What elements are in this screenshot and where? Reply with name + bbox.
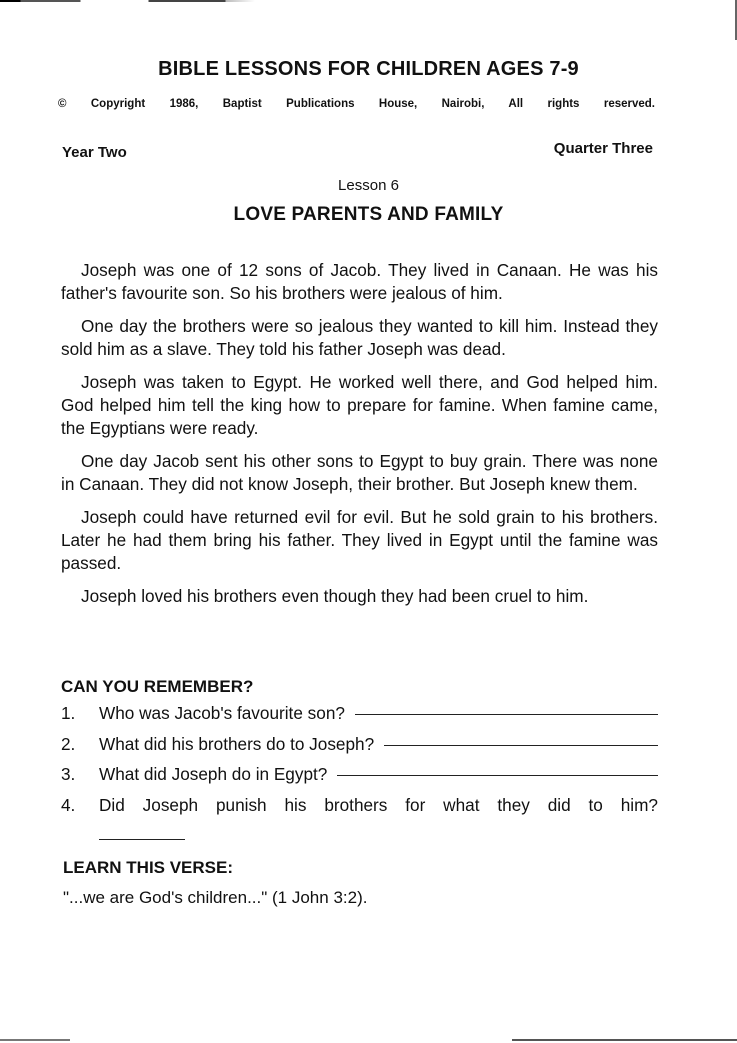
- question-item: [61, 795, 658, 826]
- paragraph: Joseph could have returned evil for evil. But he sold grain to his brothers. Later he had them bring his father. They lived in Egypt until the famine was passed.: [61, 507, 658, 573]
- questions-section: [61, 677, 658, 840]
- answer-line[interactable]: [99, 825, 185, 840]
- questions-heading: CAN YOU REMEMBER?: [61, 677, 254, 696]
- year-label: Year Two: [62, 144, 127, 161]
- paragraph: Joseph loved his brothers even though they had been cruel to him.: [81, 586, 589, 606]
- question-number: 2.: [61, 733, 76, 754]
- quarter-label: Quarter Three: [553, 140, 653, 157]
- verse-heading: LEARN THIS VERSE:: [63, 858, 234, 877]
- question-item: [61, 764, 658, 795]
- document-title: BIBLE LESSONS FOR CHILDREN AGES 7-9: [158, 58, 579, 80]
- copyright-notice: © Copyright 1986, Baptist Publications House, Nairobi, All rights reserved.: [58, 98, 655, 110]
- question-text: What did Joseph do in Egypt?: [99, 764, 328, 784]
- question-number: 3.: [61, 764, 76, 784]
- question-text: What did his brothers do to Joseph?: [99, 733, 375, 754]
- scan-edge-bottom-left: [0, 1039, 70, 1041]
- lesson-title: LOVE PARENTS AND FAMILY: [233, 204, 504, 225]
- paragraph: Joseph was taken to Egypt. He worked well there, and God helped him. God helped him tell the king how to prepare for famine. When famine came, the Egyptians were ready.: [61, 372, 658, 438]
- question-number: 4.: [61, 794, 76, 815]
- paragraph: One day Jacob sent his other sons to Egypt to buy grain. There was none in Canaan. They did not know Joseph, their brother. But Joseph knew them.: [61, 451, 658, 494]
- question-item: [61, 703, 658, 734]
- verse-section: [63, 858, 660, 908]
- question-number: 1.: [61, 703, 76, 723]
- question-item: [61, 734, 658, 765]
- lesson-body: [61, 259, 658, 618]
- paragraph: Joseph was one of 12 sons of Jacob. They lived in Canaan. He was his father's favourite son. So his brothers were jealous of him.: [61, 260, 658, 303]
- lesson-number: Lesson 6: [338, 177, 399, 194]
- question-text: Did Joseph punish his brothers for what they did to him?: [99, 794, 658, 815]
- answer-line[interactable]: [384, 745, 658, 746]
- answer-line[interactable]: [337, 775, 658, 776]
- question-text: Who was Jacob's favourite son?: [99, 703, 345, 723]
- verse-text: "...we are God's children..." (1 John 3:2).: [63, 888, 368, 907]
- answer-line[interactable]: [355, 714, 658, 715]
- paragraph: One day the brothers were so jealous they wanted to kill him. Instead they sold him as a slave. They told his father Joseph was dead.: [61, 316, 658, 359]
- scan-edge-top: [0, 0, 255, 2]
- scan-edge-bottom-right: [512, 1039, 737, 1041]
